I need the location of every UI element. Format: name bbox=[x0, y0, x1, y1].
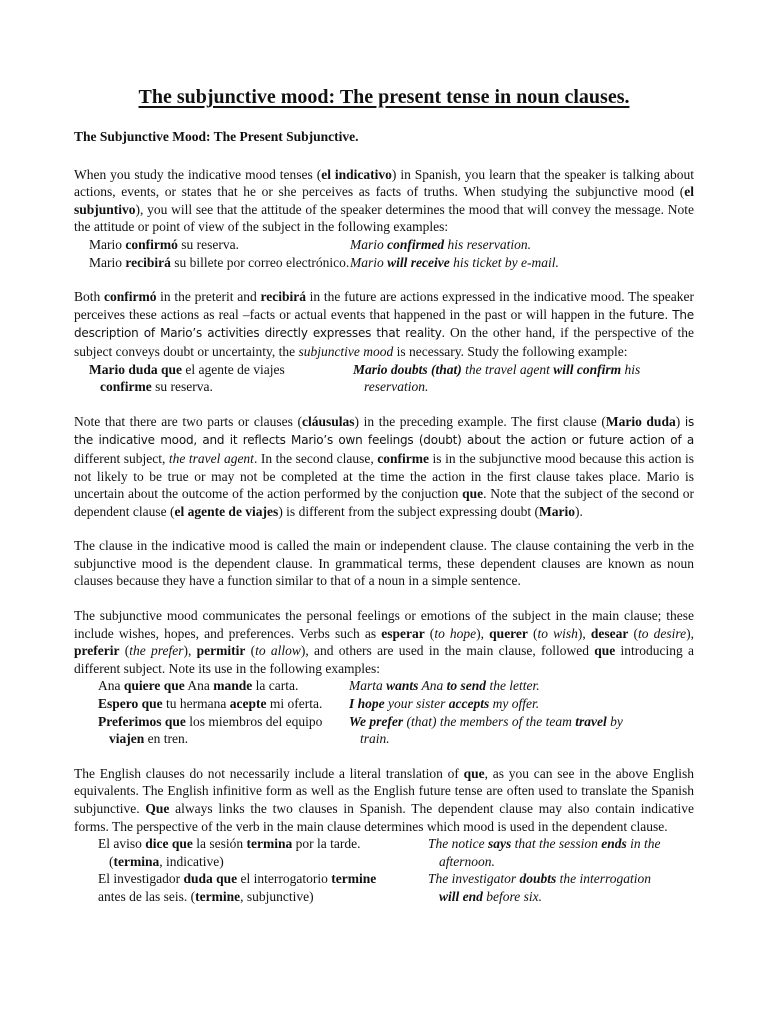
paragraph-clauses: Note that there are two parts or clauses (cláusulas) in the preceding example. The first clause (Mario duda) is the indicative mood, and it reflects Mario’s own feelings (doubt) about the action or future action of a different subject, the travel agent. In the second clause, confirme is in the subjunctive mood because this action is not likely to be true or may not be completed at the time the action in the first clause takes place. Mario is uncertain about the outcome of the action performed by the conjuction que. Note that the subject of the second or dependent clause (el agente de viajes) is different from the subject expressing doubt (Mario). bbox=[74, 413, 695, 519]
paragraph-noun-clauses: The clause in the indicative mood is called the main or independent clause. The clause containing the verb in the subjunctive mood is the dependent clause. In grammatical terms, these dependent clauses are known as noun clauses because they have a function similar to that of a noun in a simple sentence. bbox=[74, 538, 694, 589]
example-row: Mario recibirá su billete por correo electrónico. Mario will receive his ticket by e-mail. bbox=[89, 254, 559, 270]
example-row: Ana quiere que Ana mande la carta. Marta wants Ana to send the letter. bbox=[98, 678, 540, 694]
example-block-feelings bbox=[74, 677, 694, 747]
example-row: El aviso dice que la sesión termina por la tarde. (termina, indicative) The notice says that the session ends in the afternoon. bbox=[98, 836, 661, 869]
example-row-doubt: Mario duda que el agente de viajes confirme su reserva. Mario doubts (that) the travel agent will confirm his reservation. bbox=[89, 361, 641, 395]
paragraph-english-clauses: The English clauses do not necessarily include a literal translation of que, as you can see in the above English equivalents. The English infinitive form as well as the English future tense are often used to translate the Spanish subjunctive. Que always links the two clauses in Spanish. The dependent clause may also contain indicative forms. The perspective of the verb in the main clause determines which mood is used in the dependent clause. bbox=[74, 765, 694, 834]
paragraph-intro: When you study the indicative mood tenses (el indicativo) in Spanish, you learn that the speaker is talking about actions, events, or states that he or she perceives as facts of truths. When studying the subjunctive mood (el subjuntivo), you will see that the attitude of the speaker determines the mood that will convey the message. Note the attitude or point of view of the subject in the following examples: bbox=[74, 166, 695, 235]
page-title: The subjunctive mood: The present tense in noun clauses. bbox=[138, 86, 630, 108]
example-block-mood bbox=[74, 835, 694, 905]
example-block-indicative bbox=[74, 236, 694, 271]
example-row: Preferimos que los miembros del equipo viajen en tren. We prefer (that) the members of the team travel by train. bbox=[98, 713, 623, 747]
example-row: Espero que tu hermana acepte mi oferta. I hope your sister accepts my offer. bbox=[98, 696, 540, 712]
paragraph-indicative-explanation: Both confirmó in the preterit and recibirá in the future are actions expressed in the indicative mood. The speaker perceives these actions as real –facts or actual events that happened in the past or will happen in the future. The description of Mario’s activities directly expresses that reality. On the other hand, if the perspective of the subject conveys doubt or uncertainty, the subjunctive mood is necessary. Study the following example: bbox=[74, 289, 695, 359]
example-row: Mario confirmó su reserva. Mario confirmed his reservation. bbox=[89, 236, 531, 252]
paragraph-feelings: The subjunctive mood communicates the personal feelings or emotions of the subject in the main clause; these include wishes, hopes, and preferences. Verbs such as esperar (to hope), querer (to wish), desear (to desire), preferir (the prefer), permitir (to allow), and others are used in the main clause, followed que introducing a different subject. Note its use in the following examples: bbox=[74, 608, 695, 676]
section-subtitle: The Subjunctive Mood: The Present Subjunctive. bbox=[74, 129, 359, 144]
example-row: El investigador duda que el interrogatorio termine antes de las seis. (termine, subjunctive) The investigator doubts the interrogation will end before six. bbox=[98, 871, 652, 904]
